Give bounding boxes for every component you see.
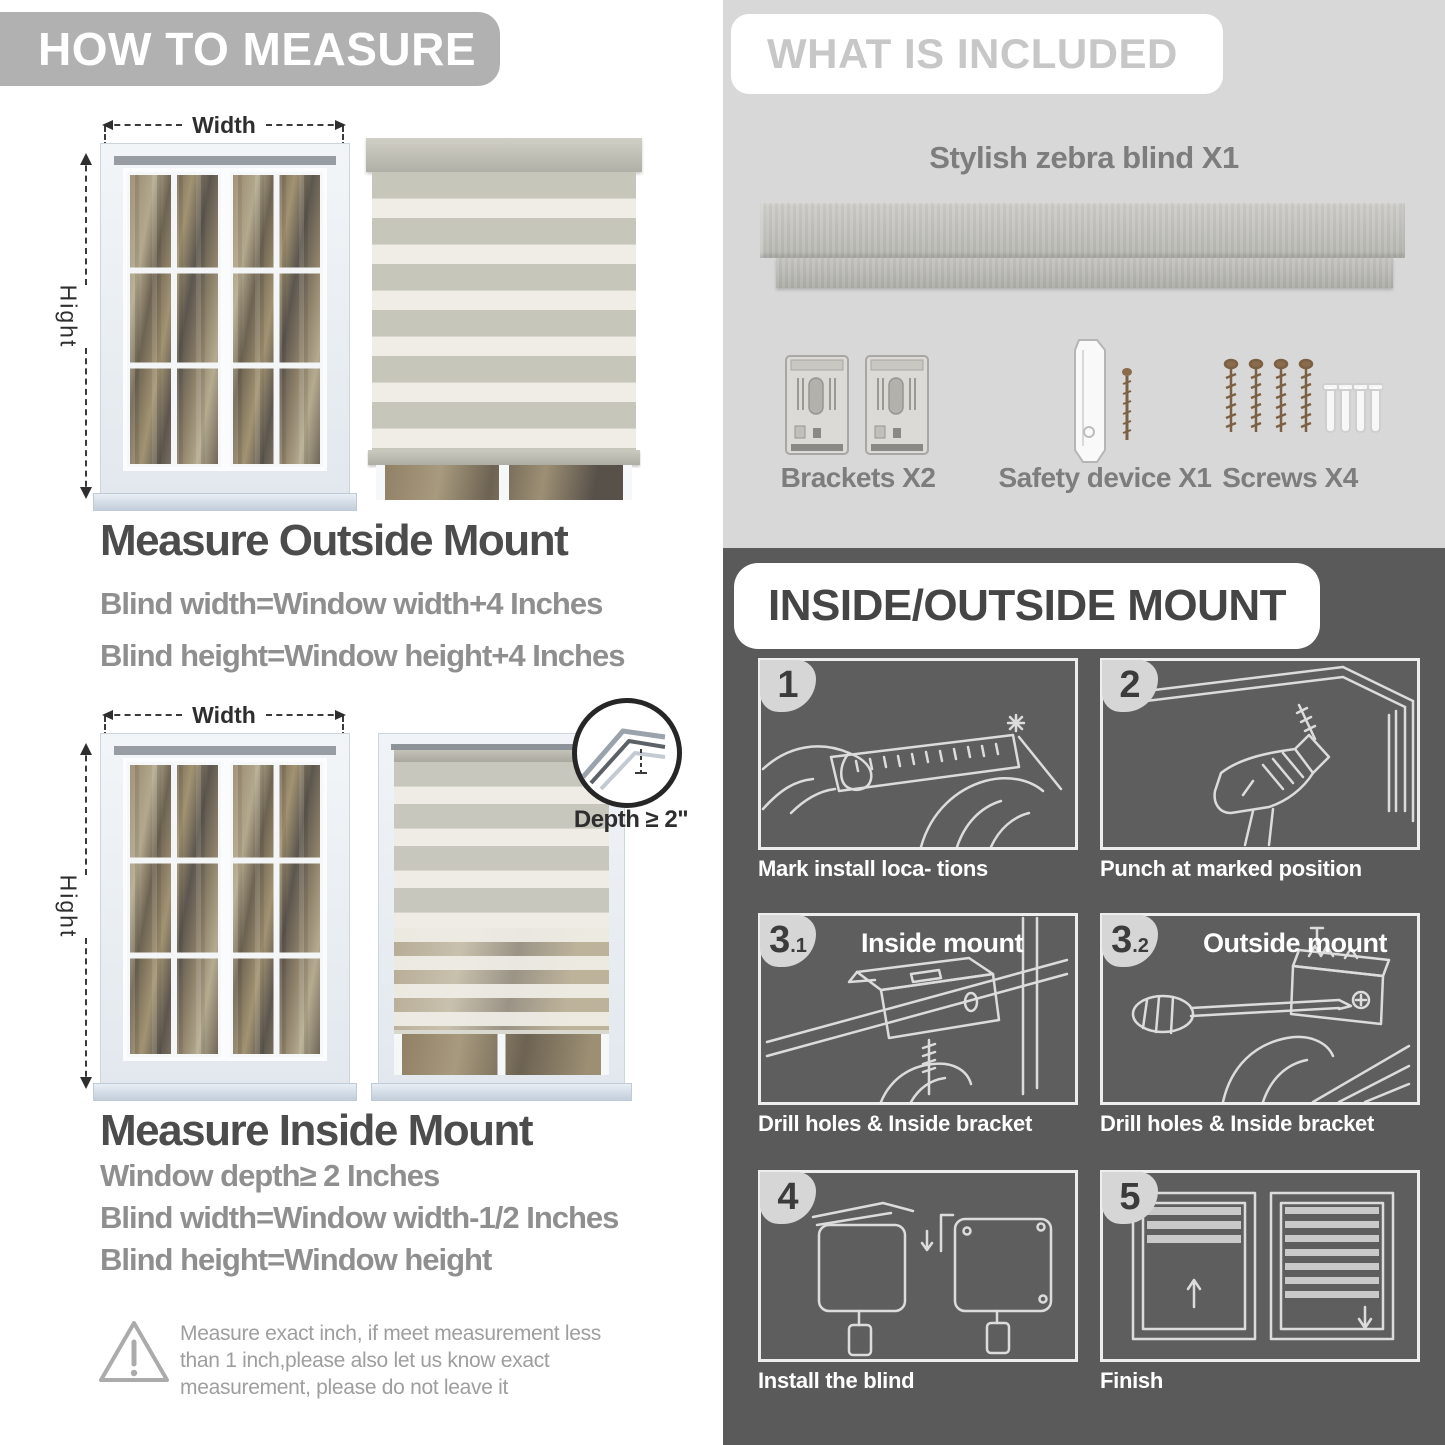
height-label-inside: Hight [55,874,82,938]
step-panel-1 [758,658,1078,850]
height-dimension-inside-bottom [85,938,87,1087]
zebra-blind-outside-mount [366,138,642,500]
dimension-arrow-right [266,124,344,126]
height-dimension-outside-bottom [85,348,87,497]
step-number-badge: 2 [1102,660,1158,712]
dimension-arrow-right [266,714,344,716]
mount-section-title: INSIDE/OUTSIDE MOUNT [768,581,1287,630]
blind-bottom-rail [368,450,640,465]
window-photo-outside [100,143,350,502]
window-pane [127,172,221,467]
dimension-arrow-left [104,714,182,716]
step-caption-4: Install the blind [758,1368,915,1393]
step-panel-5 [1100,1170,1420,1362]
warning-line-2: than 1 inch,please also let us know exact [180,1349,550,1372]
inside-mount-line-2: Blind width=Window width-1/2 Inches [100,1200,619,1235]
inside-mount-line-3: Blind height=Window height [100,1242,492,1277]
brackets-label: Brackets X2 [780,462,936,493]
step-panel-4 [758,1170,1078,1362]
inside-mount-heading: Measure Inside Mount [100,1106,533,1155]
window-glass [123,168,327,471]
window-under-blind [376,465,632,500]
height-dimension-inside-top [85,745,87,875]
height-label-outside-wrap [36,286,100,346]
height-label-outside: Hight [55,284,82,348]
how-to-measure-title: HOW TO MEASURE [38,23,477,75]
step-caption-5: Finish [1100,1368,1163,1393]
window-sill [93,1083,357,1101]
step-panel-3-1 [758,913,1078,1105]
step-inline-title: Outside mount [1203,928,1387,958]
window-pane [230,762,324,1057]
outside-mount-line-2: Blind height=Window height+4 Inches [100,638,625,673]
inside-outside-mount-panel [723,548,1445,1445]
step-number-badge: 4 [760,1172,816,1224]
warning-triangle-icon [96,1316,172,1388]
height-dimension-outside-top [85,155,87,285]
window-lintel [114,156,336,165]
screws-image [1223,356,1383,452]
warning-line-3: measurement, please do not leave it [180,1376,509,1399]
step-number-badge: 5 [1102,1172,1158,1224]
safety-device-image [1053,336,1153,470]
mount-section-header [734,563,1320,649]
warning-line-1: Measure exact inch, if meet measurement less [180,1322,601,1345]
window-sill [93,493,357,511]
width-dimension-outside [104,112,344,138]
what-is-included-panel [723,0,1445,548]
window-glass [123,758,327,1061]
blind-headrail-lip [776,258,1393,288]
blind-stripes [394,762,609,928]
height-label-inside-wrap [36,876,100,936]
screws-label: Screws X4 [1222,462,1358,493]
depth-detail-magnifier [572,698,682,808]
step-caption-2: Punch at marked position [1100,856,1362,881]
blind-stripes [372,172,636,450]
window-photo-inside [100,733,350,1092]
step-number-badge: 3 .2 [1102,915,1158,967]
what-is-included-title: WHAT IS INCLUDED [767,30,1178,77]
outside-mount-line-1: Blind width=Window width+4 Inches [100,586,603,621]
safety-device-label: Safety device X1 [998,462,1212,493]
width-dimension-inside [104,702,344,728]
window-lintel [114,746,336,755]
blind-cassette [366,138,642,172]
step-panel-2 [1100,658,1420,850]
width-label-inside: Width [192,701,256,728]
outside-mount-heading: Measure Outside Mount [100,516,568,565]
width-label-outside: Width [192,111,256,138]
window-sill [371,1083,632,1101]
measure-warning-text [180,1320,660,1401]
step-number-badge: 3 .1 [760,915,816,967]
step-panel-3-2 [1100,913,1420,1105]
what-is-included-header [731,14,1223,94]
how-to-measure-header [0,12,500,86]
brackets-image [783,348,933,462]
blind-item-label: Stylish zebra blind X1 [929,140,1239,175]
dimension-arrow-left [104,124,182,126]
inside-mount-line-1: Window depth≥ 2 Inches [100,1158,440,1193]
step-caption-3-1: Drill holes & Inside bracket [758,1111,1033,1136]
blind-headrail-image [760,203,1405,258]
window-pane [230,172,324,467]
depth-requirement-label: Depth ≥ 2" [573,806,689,833]
window-corner-detail-drawing [577,703,667,793]
blind-sheer-zone [394,928,609,1030]
step-inline-title: Inside mount [861,928,1023,958]
window-under-blind [394,1030,609,1075]
step-caption-1: Mark install loca- tions [758,856,988,881]
step-number-badge: 1 [760,660,816,712]
step-caption-3-2: Drill holes & Inside bracket [1100,1111,1375,1136]
window-pane [127,762,221,1057]
